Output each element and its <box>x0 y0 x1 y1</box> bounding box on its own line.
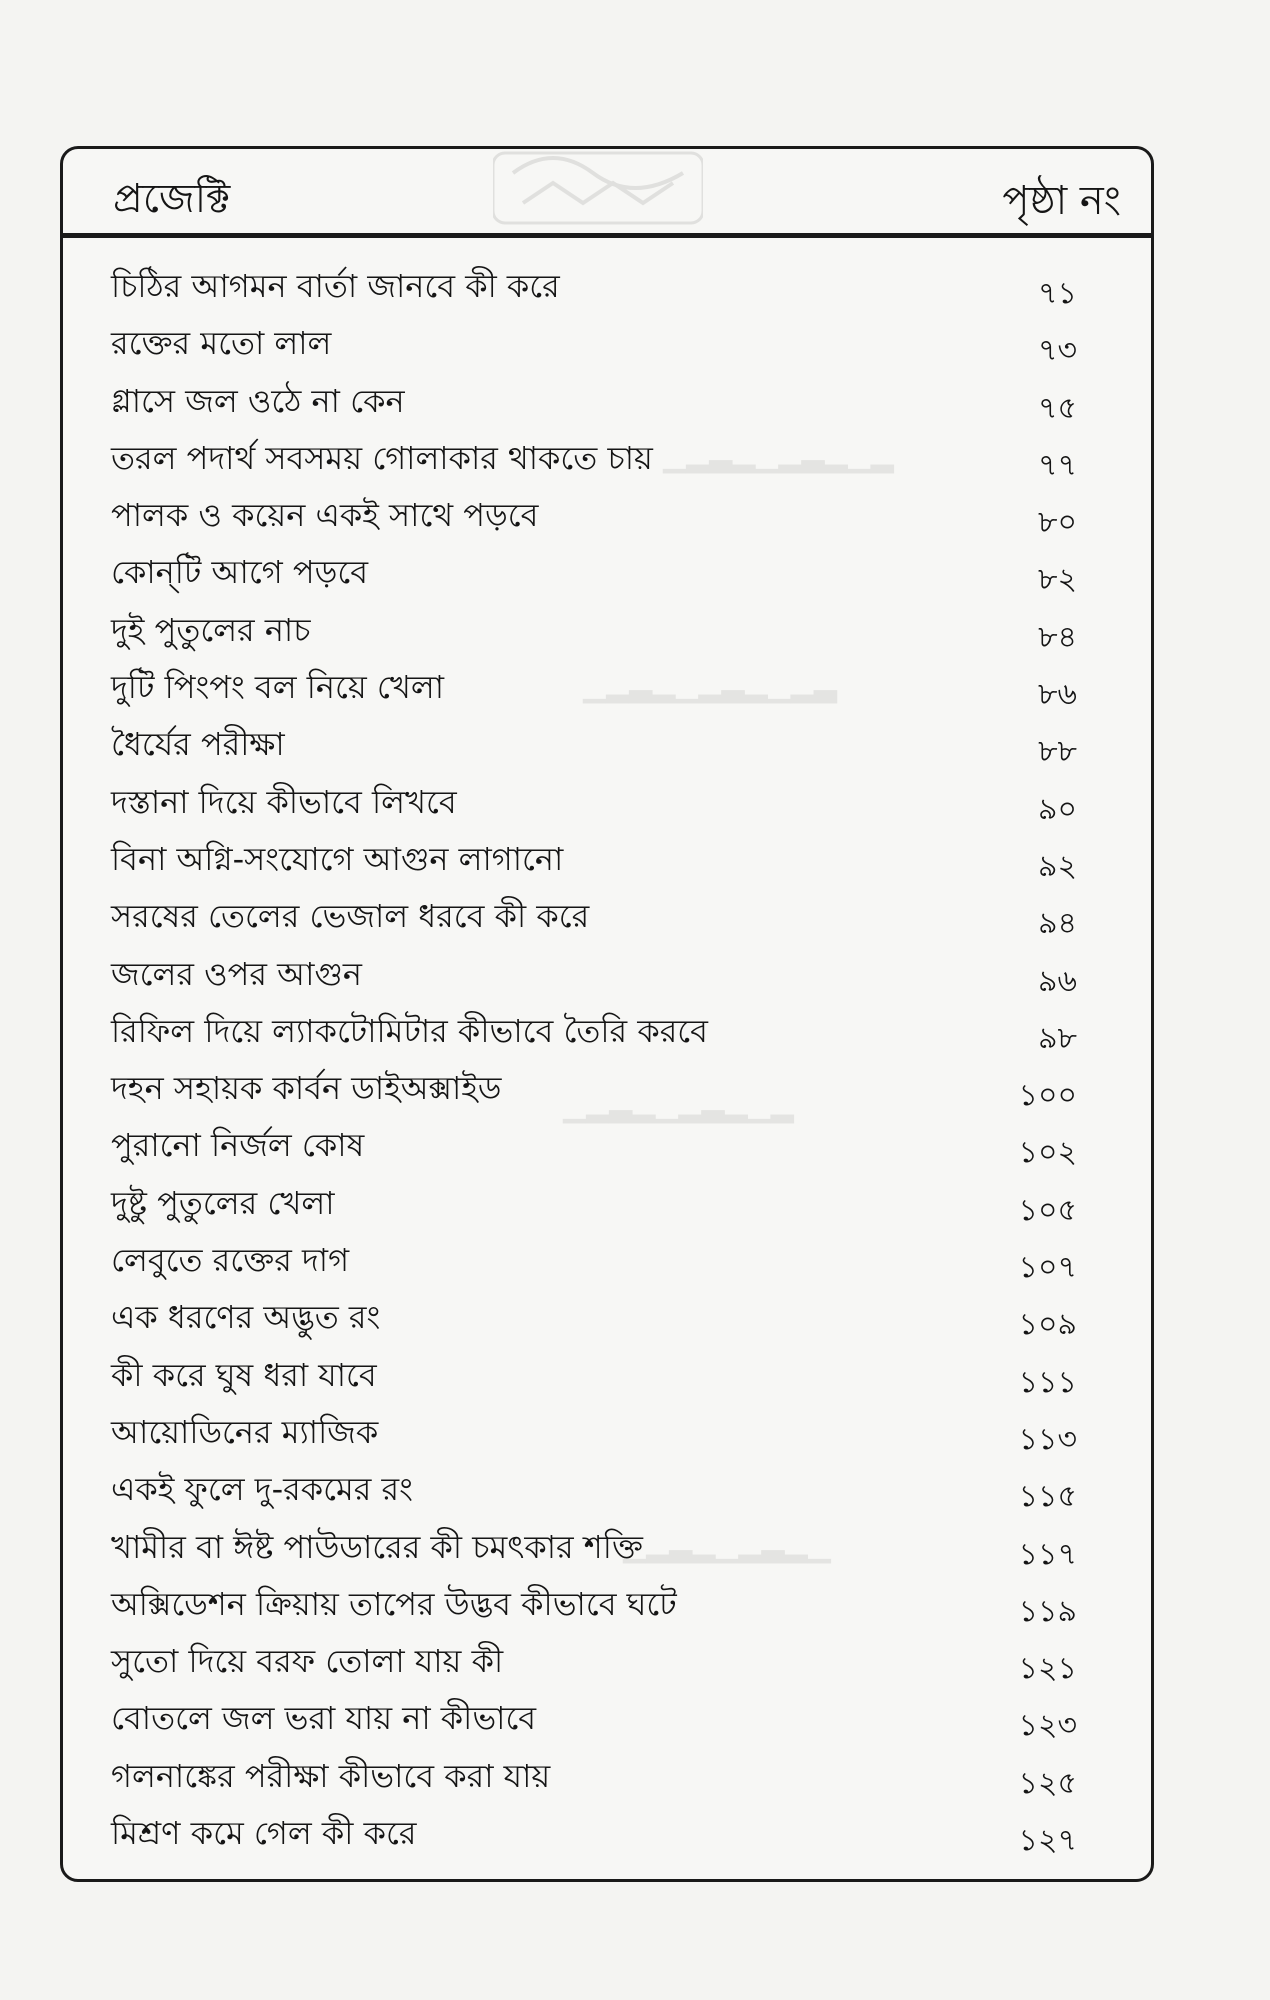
column-heading-projects: প্রজেক্টি <box>113 176 231 222</box>
toc-title: পালক ও কয়েন একই সাথে পড়বে <box>111 496 539 535</box>
toc-title: খামীর বা ঈষ্ট পাউডারের কী চমৎকার শক্তি <box>111 1527 643 1566</box>
toc-page-number: ১১৩ <box>1018 1421 1077 1457</box>
toc-page-number: ১১৯ <box>1018 1593 1077 1629</box>
toc-row[interactable] <box>111 717 1111 774</box>
toc-page-number: ১০৫ <box>1018 1192 1077 1228</box>
toc-title: রক্তের মতো লাল <box>111 324 332 363</box>
toc-page-number: ১১১ <box>1018 1364 1077 1400</box>
toc-title: ধৈর্যের পরীক্ষা <box>111 725 285 764</box>
toc-page-number: ১০৯ <box>1018 1307 1077 1343</box>
toc-row[interactable] <box>111 1118 1111 1175</box>
toc-title: সুতো দিয়ে বরফ তোলা যায় কী <box>111 1642 504 1681</box>
toc-page-number: ১০০ <box>1018 1078 1077 1114</box>
toc-title: একই ফুলে দু-রকমের রং <box>111 1470 413 1509</box>
toc-title: সরষের তেলের ভেজাল ধরবে কী করে <box>111 897 590 936</box>
toc-title: কী করে ঘুষ ধরা যাবে <box>111 1355 377 1394</box>
toc-row[interactable] <box>111 1061 1111 1118</box>
toc-title: রিফিল দিয়ে ল্যাকটোমিটার কীভাবে তৈরি করবে <box>111 1011 708 1050</box>
toc-title: এক ধরণের অদ্ভুত রং <box>111 1298 381 1337</box>
toc-row[interactable] <box>111 1634 1111 1691</box>
toc-title: পুরানো নির্জল কোষ <box>111 1126 365 1165</box>
toc-row[interactable] <box>111 1405 1111 1462</box>
toc-row[interactable] <box>111 1749 1111 1806</box>
toc-row[interactable] <box>111 488 1111 545</box>
toc-page-number: ১০৭ <box>1018 1250 1077 1286</box>
toc-page-number: ৭৫ <box>1038 390 1077 426</box>
toc-title: দুটি পিংপং বল নিয়ে খেলা <box>111 668 444 707</box>
toc-page-number: ৯৮ <box>1038 1020 1077 1056</box>
toc-row[interactable] <box>111 775 1111 832</box>
bleed-through-text: ▁▂▃▂▁▂▃▂▁▂ <box>563 1089 794 1124</box>
toc-row[interactable] <box>111 1176 1111 1233</box>
toc-row[interactable] <box>111 316 1111 373</box>
toc-row[interactable] <box>111 1233 1111 1290</box>
toc-row[interactable] <box>111 431 1111 488</box>
toc-title: লেবুতে রক্তের দাগ <box>111 1241 350 1280</box>
column-heading-page-number: পৃষ্ঠা নং <box>1002 178 1121 224</box>
toc-page-number: ৮৪ <box>1038 619 1077 655</box>
toc-row[interactable] <box>111 660 1111 717</box>
toc-title: চিঠির আগমন বার্তা জানবে কী করে <box>111 267 560 305</box>
toc-page-number: ৯০ <box>1038 791 1077 827</box>
watermark-icon <box>493 133 703 233</box>
toc-row[interactable] <box>111 259 1111 316</box>
toc-row[interactable] <box>111 947 1111 1004</box>
toc-title: বিনা অগ্নি-সংযোগে আগুন লাগানো <box>111 839 564 878</box>
toc-page-number: ১১৭ <box>1018 1536 1077 1572</box>
toc-title: কোন্‌টি আগে পড়বে <box>111 553 369 592</box>
toc-row[interactable] <box>111 1348 1111 1405</box>
toc-page-number: ১২১ <box>1018 1651 1077 1687</box>
toc-page-number: ৯৬ <box>1038 963 1077 999</box>
toc-page-number: ৯৪ <box>1038 906 1077 942</box>
toc-title: দুষ্টু পুতুলের খেলা <box>111 1183 335 1222</box>
toc-page-number: ১১৫ <box>1018 1479 1077 1515</box>
toc-title: দস্তানা দিয়ে কীভাবে লিখবে <box>111 782 457 821</box>
toc-row[interactable] <box>111 545 1111 602</box>
toc-page-number: ১০২ <box>1018 1135 1077 1171</box>
toc-title: গলনাঙ্কের পরীক্ষা কীভাবে করা যায় <box>111 1756 551 1795</box>
toc-page-number: ৭১ <box>1038 276 1077 311</box>
watermark-logo <box>493 133 703 233</box>
toc-row[interactable] <box>111 1691 1111 1748</box>
toc-page-number: ৮২ <box>1038 562 1077 598</box>
toc-row[interactable] <box>111 1806 1111 1863</box>
toc-title: বোতলে জল ভরা যায় না কীভাবে <box>111 1699 537 1738</box>
toc-page-number: ৭৭ <box>1037 447 1077 483</box>
toc-title: আয়োডিনের ম্যাজিক <box>111 1412 379 1451</box>
toc-title: দহন সহায়ক কার্বন ডাইঅক্সাইড <box>111 1069 502 1108</box>
toc-page-number: ১২৫ <box>1018 1765 1077 1801</box>
toc-row[interactable] <box>111 603 1111 660</box>
toc-page-number: ১২৩ <box>1018 1708 1077 1744</box>
toc-row[interactable] <box>111 1290 1111 1347</box>
bleed-through-text: ▁▂▃▂▁▂▃▂▁▂ <box>663 439 894 474</box>
toc-title: দুই পুতুলের নাচ <box>111 610 311 649</box>
toc-page-number: ৮৬ <box>1038 677 1077 713</box>
toc-page-number: ১২৭ <box>1018 1823 1077 1859</box>
contents-frame <box>60 146 1154 1882</box>
toc-page-number: ৮৮ <box>1038 734 1077 770</box>
toc-row[interactable] <box>111 889 1111 946</box>
table-header <box>63 149 1151 238</box>
toc-title: গ্লাসে জল ওঠে না কেন <box>111 381 405 420</box>
toc-title: জলের ওপর আগুন <box>111 954 362 993</box>
bleed-through-text: ▁▂▃▂▁▂▃▂▁ <box>623 1529 831 1564</box>
toc-row[interactable] <box>111 832 1111 889</box>
toc-row[interactable] <box>111 1004 1111 1061</box>
table-of-contents <box>111 259 1111 1863</box>
toc-page-number: ৮০ <box>1038 505 1077 541</box>
toc-row[interactable] <box>111 1462 1111 1519</box>
toc-row[interactable] <box>111 1520 1111 1577</box>
toc-page-number: ৭৩ <box>1037 333 1077 369</box>
toc-title: তরল পদার্থ সবসময় গোলাকার থাকতে চায় <box>111 438 653 477</box>
toc-page-number: ৯২ <box>1038 848 1077 884</box>
toc-row[interactable] <box>111 1577 1111 1634</box>
toc-title: মিশ্রণ কমে গেল কী করে <box>111 1814 417 1853</box>
bleed-through-text: ▁▂▃▂▁▂▃▂▁▂▃ <box>583 669 837 704</box>
toc-row[interactable] <box>111 374 1111 431</box>
toc-title: অক্সিডেশন ক্রিয়ায় তাপের উদ্ভব কীভাবে ঘটে <box>111 1584 677 1623</box>
